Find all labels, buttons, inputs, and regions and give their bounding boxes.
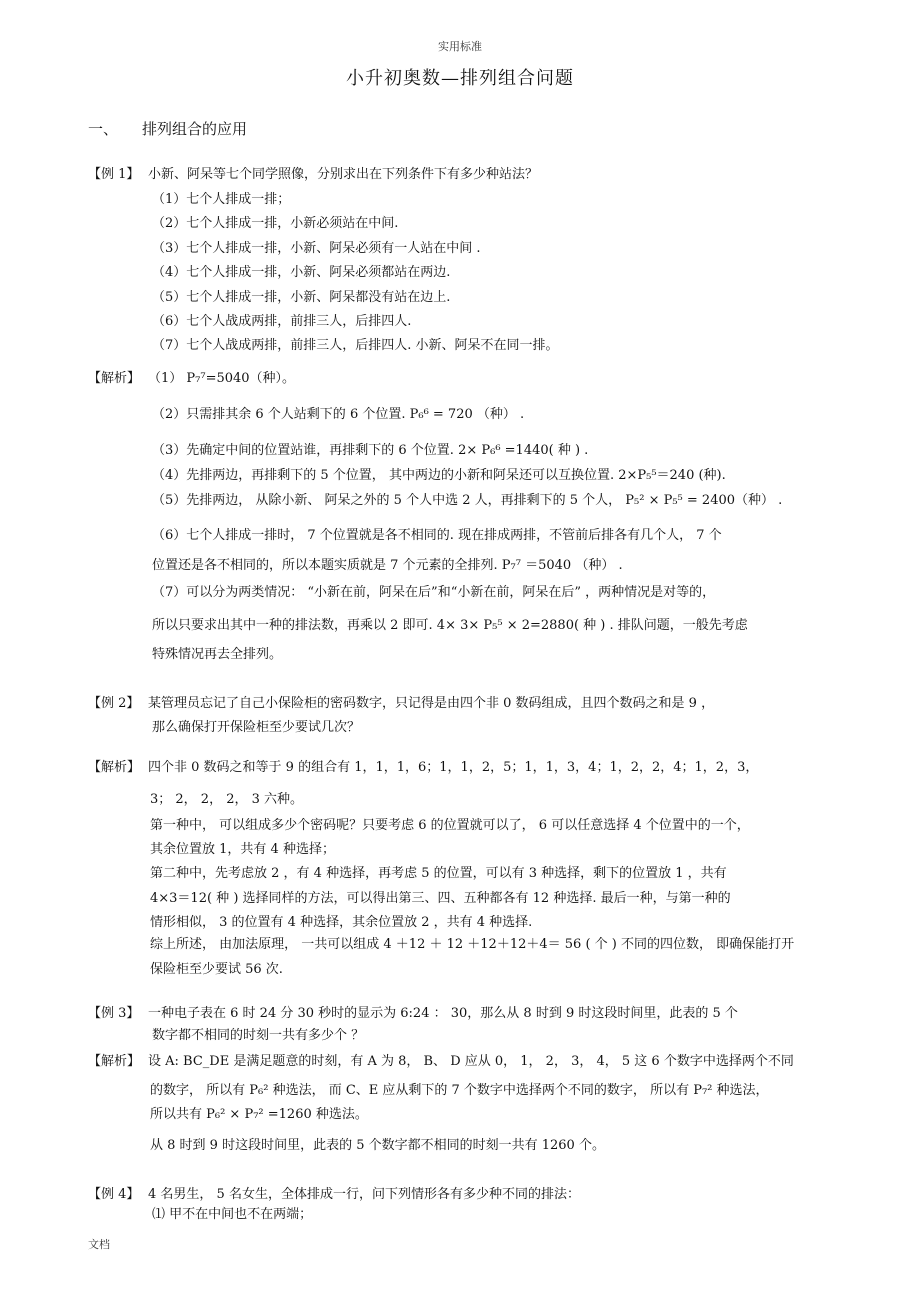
solution-2-line: 第一种中， 可以组成多少个密码呢？只要考虑 6 的位置就可以了， 6 可以任意选择 4 个位置中的一个，: [150, 818, 750, 833]
example-4-item: ⑴ 甲不在中间也不在两端；: [152, 1207, 313, 1222]
solution-2-line: 4×3＝12( 种 ) 选择同样的方法，可以得出第三、四、五种都各有 12 种选择. 最后一种，与第一种的: [150, 891, 731, 906]
page-footer: 文档: [88, 1238, 110, 1251]
solution-3-line: 所以共有 P₆² × P₇² =1260 种选法。: [150, 1107, 368, 1122]
page-header: 实用标准: [438, 40, 482, 53]
solution-1-line: （4）先排两边，再排剩下的 5 个位置， 其中两边的小新和阿呆还可以互换位置. 2×P₅⁵＝240 (种).: [152, 468, 726, 483]
solution-1-line: （3）先确定中间的位置站谁，再排剩下的 6 个位置. 2× P₆⁶ =1440( 种 ) .: [152, 443, 589, 458]
example-3-tag: 【例 3】: [88, 1006, 140, 1021]
solution-1-line: 位置还是各不相同的，所以本题实质就是 7 个元素的全排列. P₇⁷ ＝5040 （种） .: [152, 558, 623, 573]
example-1-text: 小新、阿呆等七个同学照像，分别求出在下列条件下有多少种站法？: [148, 167, 539, 182]
solution-2-line: 保险柜至少要试 56 次.: [150, 962, 283, 977]
solution-3-line: 从 8 时到 9 时这段时间里，此表的 5 个数字都不相同的时刻一共有 1260 个。: [150, 1138, 605, 1153]
solution-2-line: 第二种中，先考虑放 2 ，有 4 种选择，再考虑 5 的位置，可以有 3 种选择，剩下的位置放 1 ，共有: [150, 866, 727, 881]
solution-2-line: [88, 759, 758, 777]
example-1-item: （2）七个人排成一排，小新必须站在中间.: [152, 216, 399, 231]
solution-2-tag: 【解析】: [88, 760, 141, 775]
example-1-item: （6）七个人战成两排，前排三人，后排四人.: [152, 314, 412, 329]
example-1-question: [88, 166, 538, 184]
example-2-text: 某管理员忘记了自己小保险柜的密码数字，只记得是由四个非 0 数码组成，且四个数码之和是 9 ，: [148, 696, 715, 711]
section-heading: [88, 120, 247, 138]
section-number: 一、: [88, 120, 119, 138]
solution-1-line: 所以只要求出其中一种的排法数，再乘以 2 即可. 4× 3× P₅⁵ × 2=2880( 种 ) . 排队问题，一般先考虑: [152, 618, 748, 633]
solution-2-line: 3； 2， 2， 2， 3 六种。: [150, 792, 304, 807]
example-4-tag: 【例 4】: [88, 1187, 140, 1202]
solution-1-line: [88, 370, 295, 388]
example-3-text: 一种电子表在 6 时 24 分 30 秒时的显示为 6:24 ： 30，那么从 8 时到 9 时这段时间里，此表的 5 个: [148, 1006, 738, 1021]
solution-1-line: （5）先排两边， 从除小新、 阿呆之外的 5 个人中选 2 人，再排剩下的 5 个人， P₅² × P₅⁵ = 2400（种） .: [152, 493, 783, 508]
solution-2-line: 其余位置放 1，共有 4 种选择；: [150, 842, 335, 857]
example-1-item: （3）七个人排成一排，小新、阿呆必须有一人站在中间 .: [152, 241, 481, 256]
example-3-line: 数字都不相同的时刻一共有多少个 ？: [152, 1028, 365, 1043]
example-4-text: 4 名男生， 5 名女生，全体排成一行，问下列情形各有多少种不同的排法：: [148, 1187, 580, 1202]
solution-1-tag: 【解析】: [88, 371, 141, 386]
example-1-tag: 【例 1】: [88, 167, 140, 182]
example-1-item: （1）七个人排成一排；: [152, 192, 291, 207]
example-1-item: （4）七个人排成一排，小新、阿呆必须都站在两边.: [152, 265, 451, 280]
page-title: 小升初奥数—排列组合问题: [346, 68, 574, 89]
solution-3-line: 的数字， 所以有 P₆² 种选法， 而 C、E 应从剩下的 7 个数字中选择两个不同的数字， 所以有 P₇² 种选法，: [150, 1083, 769, 1098]
solution-1-line: （7）可以分为两类情况： “小新在前，阿呆在后”和“小新在前，阿呆在后” ，两种情况是对等的，: [152, 585, 716, 600]
solution-1-line: （6）七个人排成一排时， 7 个位置就是各不相同的. 现在排成两排，不管前后排各有几个人， 7 个: [152, 528, 722, 543]
solution-3-line: [88, 1053, 794, 1071]
section-title: 排列组合的应用: [142, 120, 248, 138]
example-1-item: （5）七个人排成一排，小新、阿呆都没有站在边上.: [152, 290, 451, 305]
solution-1-line: （2）只需排其余 6 个人站剩下的 6 个位置. P₆⁶ = 720 （种） .: [152, 407, 525, 422]
example-4-question: [88, 1186, 580, 1204]
solution-1-text: （1） P₇⁷=5040（种）。: [148, 371, 296, 386]
solution-2-line: 情形相似， 3 的位置有 4 种选择，其余位置放 2 ，共有 4 种选择.: [150, 915, 533, 930]
example-2-tag: 【例 2】: [88, 696, 140, 711]
solution-2-text: 四个非 0 数码之和等于 9 的组合有 1，1，1，6；1，1，2，5；1，1，3，4；1，2，2，4；1，2，3，: [148, 760, 759, 775]
solution-3-text: 设 A: BC_DE 是满足题意的时刻，有 A 为 8， B、 D 应从 0， 1， 2， 3， 4， 5 这 6 个数字中选择两个不同: [148, 1054, 794, 1069]
solution-1-line: 特殊情况再去全排列。: [152, 647, 283, 662]
example-3-line: [88, 1005, 738, 1023]
example-2-line: [88, 695, 714, 713]
solution-2-line: 综上所述， 由加法原理， 一共可以组成 4 ＋12 ＋ 12 ＋12＋12＋4＝ 56 ( 个 ) 不同的四位数， 即确保能打开: [150, 937, 795, 952]
example-2-line: 那么确保打开保险柜至少要试几次？: [152, 720, 361, 735]
example-1-item: （7）七个人战成两排，前排三人，后排四人. 小新、阿呆不在同一排。: [152, 338, 559, 353]
solution-3-tag: 【解析】: [88, 1054, 141, 1069]
